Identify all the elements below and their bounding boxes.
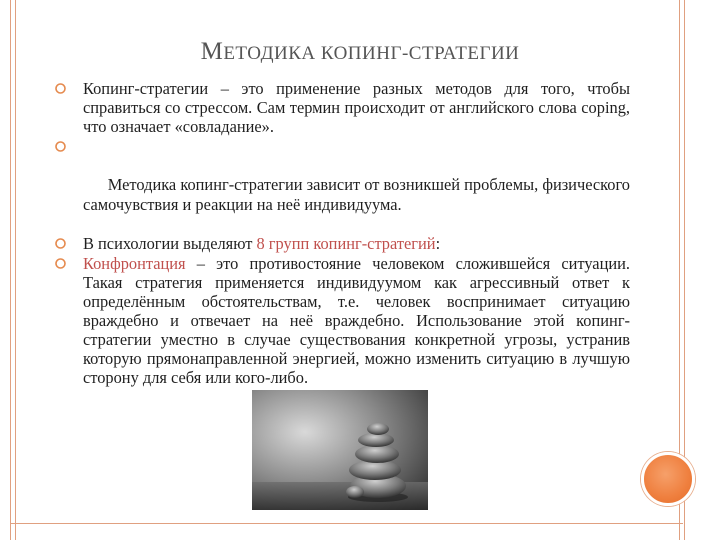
bullet-item — [53, 79, 630, 136]
bullet-circle-icon — [54, 82, 67, 95]
bullet-item — [53, 137, 635, 232]
title-rest: ЕТОДИКА КОПИНГ-СТРАТЕГИИ — [223, 43, 520, 64]
bullet-circle-icon — [54, 237, 67, 250]
title-first-letter: М — [200, 38, 224, 65]
bullet-circle-icon — [54, 257, 67, 270]
bullet-item — [53, 254, 630, 388]
highlight-text: 8 групп копинг-стратегий — [256, 233, 436, 253]
frame-bottom — [10, 523, 683, 524]
bullet-text: Методика копинг-стратегии зависит от возникшей проблемы, физического самочувствия и реакции на неё индивидуума. — [83, 175, 635, 214]
bullet-text: В психологии выделяют — [83, 233, 257, 253]
bullet-list — [53, 79, 635, 389]
bullet-text: – это противостояние человеком сложившейся ситуации. Такая стратегия применяется индивидуумом как агрессивный ответ к определённым обстоятельствам, т.е. человек воспринимает ситуацию враждебно и отвечает на неё враждебно. Использование этой копинг-стратегии уместно в случае существования конкретной угрозы, устранив которую прямонаправленной энергией, можно изменить ситуацию в лучшую сторону для себя или кого-либо. — [83, 253, 630, 388]
bullet-item — [53, 234, 630, 253]
bullet-circle-icon — [54, 140, 67, 153]
frame-left — [10, 0, 16, 540]
decorative-circle — [641, 452, 695, 506]
bullet-text: : — [435, 233, 441, 253]
slide-title — [0, 38, 720, 66]
stacked-stones-photo — [252, 390, 428, 510]
highlight-text: Конфронтация — [83, 253, 186, 273]
bullet-text: Копинг-стратегии – это применение разных методов для того, чтобы справиться со стрессом. Сам термин происходит от английского слова coping, что означает «совладание». — [83, 79, 630, 137]
